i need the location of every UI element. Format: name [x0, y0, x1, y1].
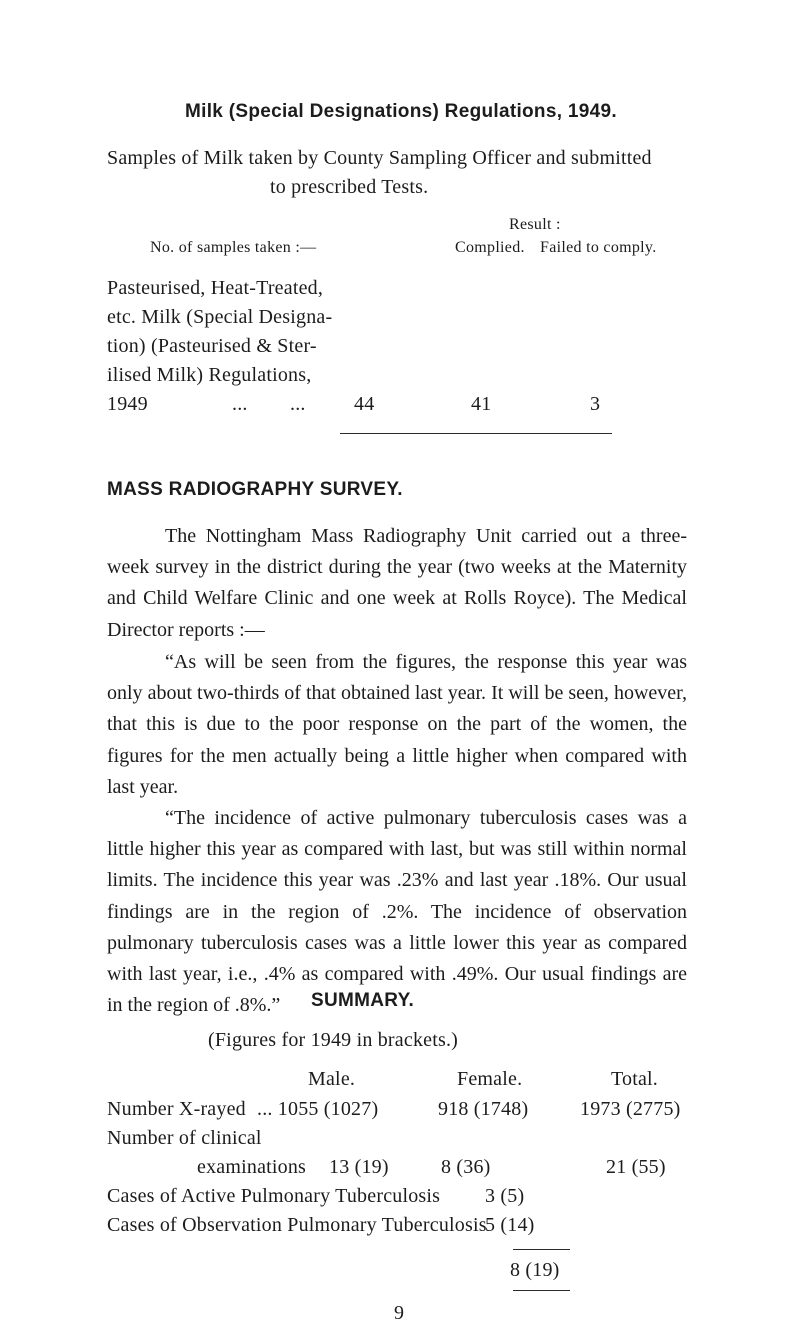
active-tb-value: 3 (5) [485, 1185, 525, 1207]
milk-row-label-line: ilised Milk) Regulations, [107, 364, 312, 386]
xrayed-total: 1973 (2775) [580, 1098, 681, 1120]
paragraph-text: “As will be seen from the figures, the response this year was only about two-thirds of that obtained last year. It will be seen, however, that this is due to the poor response on the part of the women, the figures for the men actually being a little higher when compared with last year. [107, 651, 687, 798]
milk-intro-line1: Samples of Milk taken by County Sampling Officer and submitted [107, 147, 652, 169]
clinical-male: 13 (19) [329, 1156, 389, 1178]
col-female-header: Female. [457, 1068, 523, 1090]
paragraph [107, 803, 687, 1021]
sum-rule [513, 1290, 570, 1291]
failed-count: 3 [590, 393, 601, 415]
col-complied-header: Complied. [455, 239, 525, 256]
active-tb-label: Cases of Active Pulmonary Tuberculosis [107, 1185, 441, 1207]
table-rule [340, 433, 612, 434]
col-male-header: Male. [308, 1068, 356, 1090]
samples-count: 44 [354, 393, 375, 415]
clinical-total: 21 (55) [606, 1156, 666, 1178]
col-samples-header: No. of samples taken :— [150, 239, 317, 256]
result-label: Result : [509, 216, 561, 233]
xrayed-male: ... 1055 (1027) [257, 1098, 379, 1120]
complied-count: 41 [471, 393, 492, 415]
summary-subheading: (Figures for 1949 in brackets.) [208, 1029, 459, 1051]
paragraph-text: The Nottingham Mass Radiography Unit carried out a three-week survey in the district during the year (two weeks at the Maternity and Child Welfare Clinic and one week at Rolls Royce). The Medical Director reports :— [107, 525, 687, 641]
milk-row-label-line: tion) (Pasteurised & Ster- [107, 335, 317, 357]
paragraph-text: “The incidence of active pulmonary tuberculosis cases was a little higher this year as compared with last, but was still within normal limits. The incidence this year was .23% and last year .18%. Our usual findings are in the region of .2%. The incidence of observation pulmonary tuberculosis cases was a little lower this year as compared with last year, i.e., .4% as compared with .49%. Our usual findings are in the region of .8%.” [107, 807, 687, 1017]
sum-rule [513, 1249, 570, 1250]
leader-dots: ... [290, 393, 306, 415]
sum-value: 8 (19) [510, 1259, 560, 1281]
milk-intro-line2: to prescribed Tests. [270, 176, 429, 198]
xrayed-female: 918 (1748) [438, 1098, 529, 1120]
clinical-label: Number of clinical [107, 1127, 262, 1149]
milk-row-label-line: etc. Milk (Special Designa- [107, 306, 333, 328]
page-number: 9 [394, 1302, 405, 1324]
milk-row-label-line: Pasteurised, Heat-Treated, [107, 277, 324, 299]
observation-tb-value: 5 (14) [485, 1214, 535, 1236]
paragraph [107, 647, 687, 803]
col-failed-header: Failed to comply. [540, 239, 657, 256]
milk-regulations-heading: Milk (Special Designations) Regulations, 1949. [185, 101, 617, 122]
observation-tb-label: Cases of Observation Pulmonary Tuberculosis [107, 1214, 487, 1236]
col-total-header: Total. [611, 1068, 659, 1090]
mass-radiography-heading: MASS RADIOGRAPHY SURVEY. [107, 479, 403, 500]
leader-dots: ... [232, 393, 248, 415]
clinical-female: 8 (36) [441, 1156, 491, 1178]
summary-heading: SUMMARY. [311, 990, 415, 1011]
milk-row-year: 1949 [107, 393, 148, 415]
paragraph [107, 521, 687, 646]
clinical-label: examinations [197, 1156, 307, 1178]
xrayed-label: Number X-rayed [107, 1098, 246, 1120]
